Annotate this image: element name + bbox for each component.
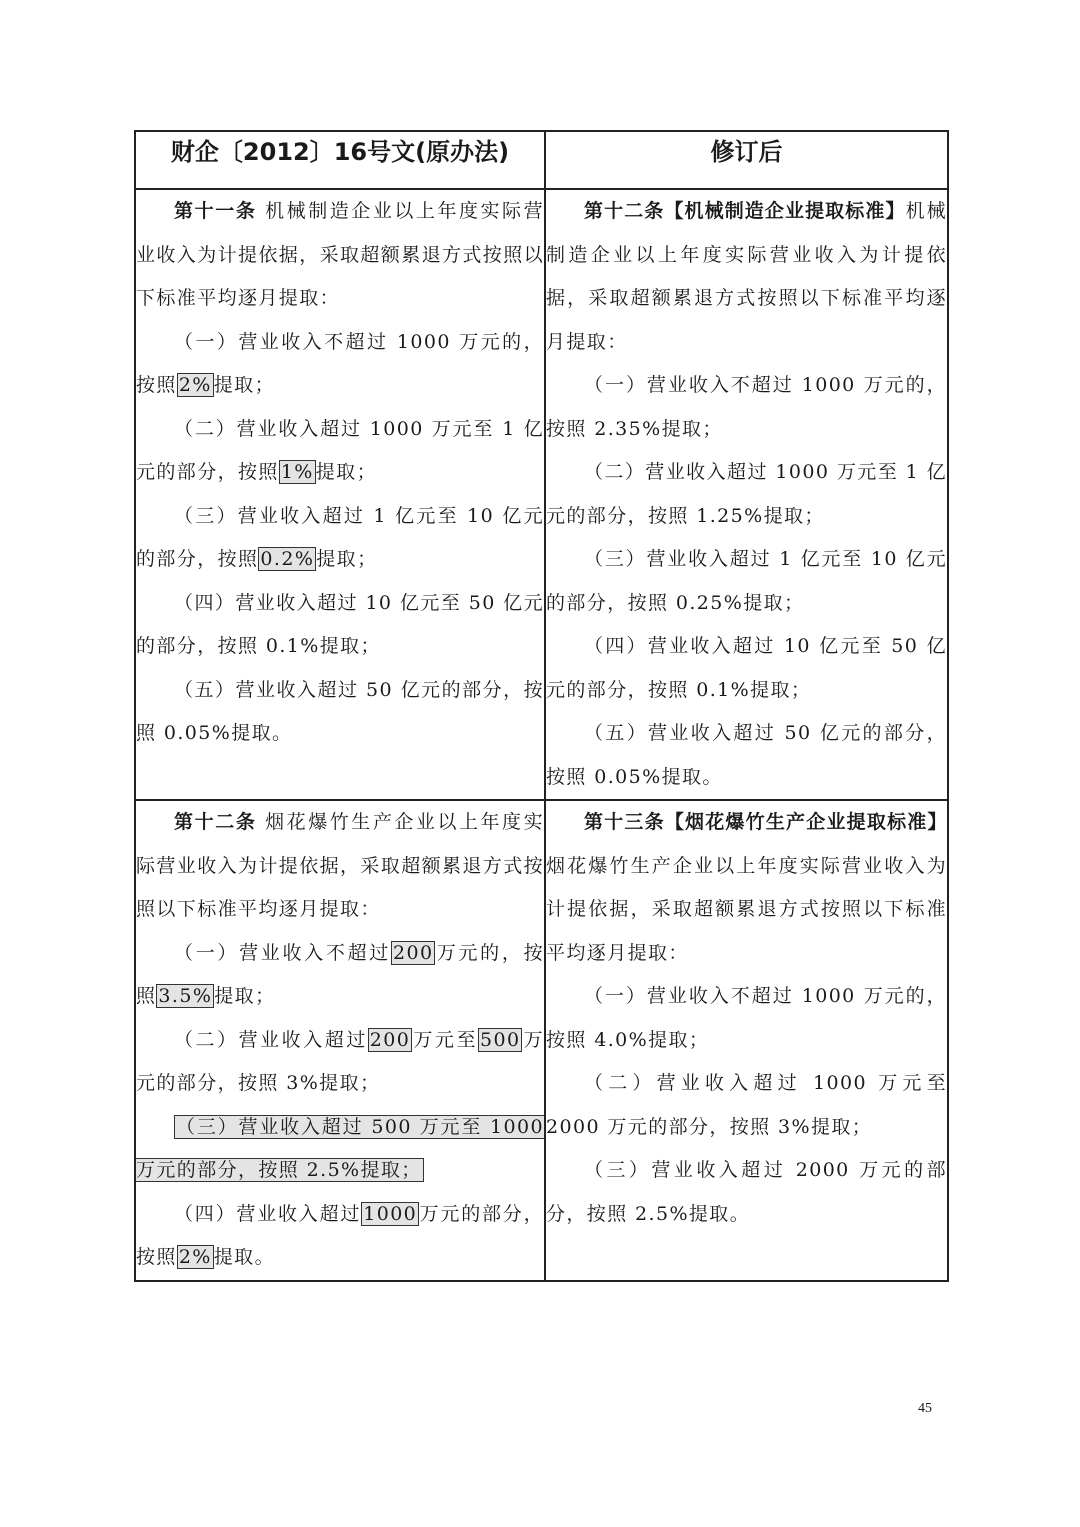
- highlight-box: 200: [369, 1028, 411, 1051]
- list-item: （二）营业收入超过 1000 万元至 1 亿元的部分，按照 1.25%提取；: [546, 461, 947, 527]
- paragraph-intro: 第十三条【烟花爆竹生产企业提取标准】烟花爆竹生产企业以上年度实际营业收入为计提依据，采取超额累退方式按照以下标准平均逐月提取：: [546, 811, 947, 964]
- list-item: （三）营业收入超过 1 亿元至 10 亿元的部分，按照 0.25%提取；: [546, 548, 947, 614]
- highlight-box: 2%: [178, 374, 212, 396]
- table-header-row: [135, 131, 948, 189]
- header-revised: 修订后: [545, 131, 948, 189]
- highlight-box: 2%: [178, 1246, 212, 1268]
- cell-original-article-12: [135, 800, 545, 1281]
- highlight-box: 0.2%: [260, 548, 315, 570]
- list-item: （二）营业收入超过 200 万元至 500 万元的部分，按照 3%提取；: [136, 1028, 545, 1094]
- highlight-box-deleted-item: （三）营业收入超过 500 万元至 1000 万元的部分，按照 2.5%提取；: [136, 1115, 544, 1181]
- highlight-box: 1%: [280, 461, 314, 483]
- header-original-measures: 财企〔2012〕16号文(原办法): [135, 131, 545, 189]
- list-item: （一）营业收入不超过 200 万元的，按照 3.5% 提取；: [136, 941, 544, 1007]
- cell-revised-article-12: [545, 189, 948, 800]
- list-item: （三）营业收入超过 2000 万元的部分，按照 2.5%提取。: [546, 1159, 947, 1225]
- page-number: 45: [918, 1401, 932, 1416]
- cell-original-article-11: [135, 189, 545, 800]
- list-item: （四）营业收入超过 10 亿元至 50 亿元的部分，按照 0.1%提取；: [546, 635, 947, 701]
- highlight-box: 3.5%: [158, 985, 213, 1007]
- highlight-box: 200: [393, 941, 434, 964]
- list-item: （一）营业收入不超过 1000 万元的，按照 2% 提取；: [136, 330, 544, 396]
- list-item: （五）营业收入超过 50 亿元的部分，按照 0.05%提取。: [136, 678, 544, 744]
- highlight-box: 1000: [363, 1202, 418, 1225]
- table-row: [135, 189, 948, 800]
- table-row: [135, 800, 948, 1281]
- list-item: （一）营业收入不超过 1000 万元的，按照 2.35%提取；: [546, 374, 947, 440]
- highlight-box: 500: [480, 1028, 521, 1051]
- paragraph-intro: 第十二条 烟花爆竹生产企业以上年度实际营业收入为计提依据，采取超额累退方式按照以下标准平均逐月提取：: [136, 811, 545, 920]
- list-item: [136, 1106, 544, 1193]
- list-item: （四）营业收入超过 1000 万元的部分，按照 2% 提取。: [136, 1202, 544, 1268]
- list-item: （二）营业收入超过 1000 万元至 2000 万元的部分，按照 3%提取；: [546, 1072, 947, 1138]
- comparison-table: [134, 130, 949, 1282]
- list-item: （二）营业收入超过 1000 万元至 1 亿元的部分，按照 1% 提取；: [136, 417, 544, 483]
- cell-revised-article-13: [545, 800, 948, 1281]
- list-item: （四）营业收入超过 10 亿元至 50 亿元的部分，按照 0.1%提取；: [136, 591, 544, 657]
- list-item: （三）营业收入超过 1 亿元至 10 亿元的部分，按照 0.2% 提取；: [136, 504, 544, 570]
- article-number: 第十二条: [174, 811, 257, 833]
- article-number: 第十三条【烟花爆竹生产企业提取标准】: [584, 811, 947, 833]
- paragraph-intro: 第十二条【机械制造企业提取标准】机械制造企业以上年度实际营业收入为计提依据，采取超额累退方式按照以下标准平均逐月提取：: [546, 200, 947, 353]
- article-number: 第十一条: [174, 200, 257, 222]
- list-item: （五）营业收入超过 50 亿元的部分，按照 0.05%提取。: [546, 722, 947, 788]
- article-number: 第十二条【机械制造企业提取标准】: [584, 200, 906, 222]
- list-item: （一）营业收入不超过 1000 万元的，按照 4.0%提取；: [546, 985, 947, 1051]
- paragraph-intro: 第十一条 机械制造企业以上年度实际营业收入为计提依据，采取超额累退方式按照以下标准平均逐月提取：: [136, 200, 545, 309]
